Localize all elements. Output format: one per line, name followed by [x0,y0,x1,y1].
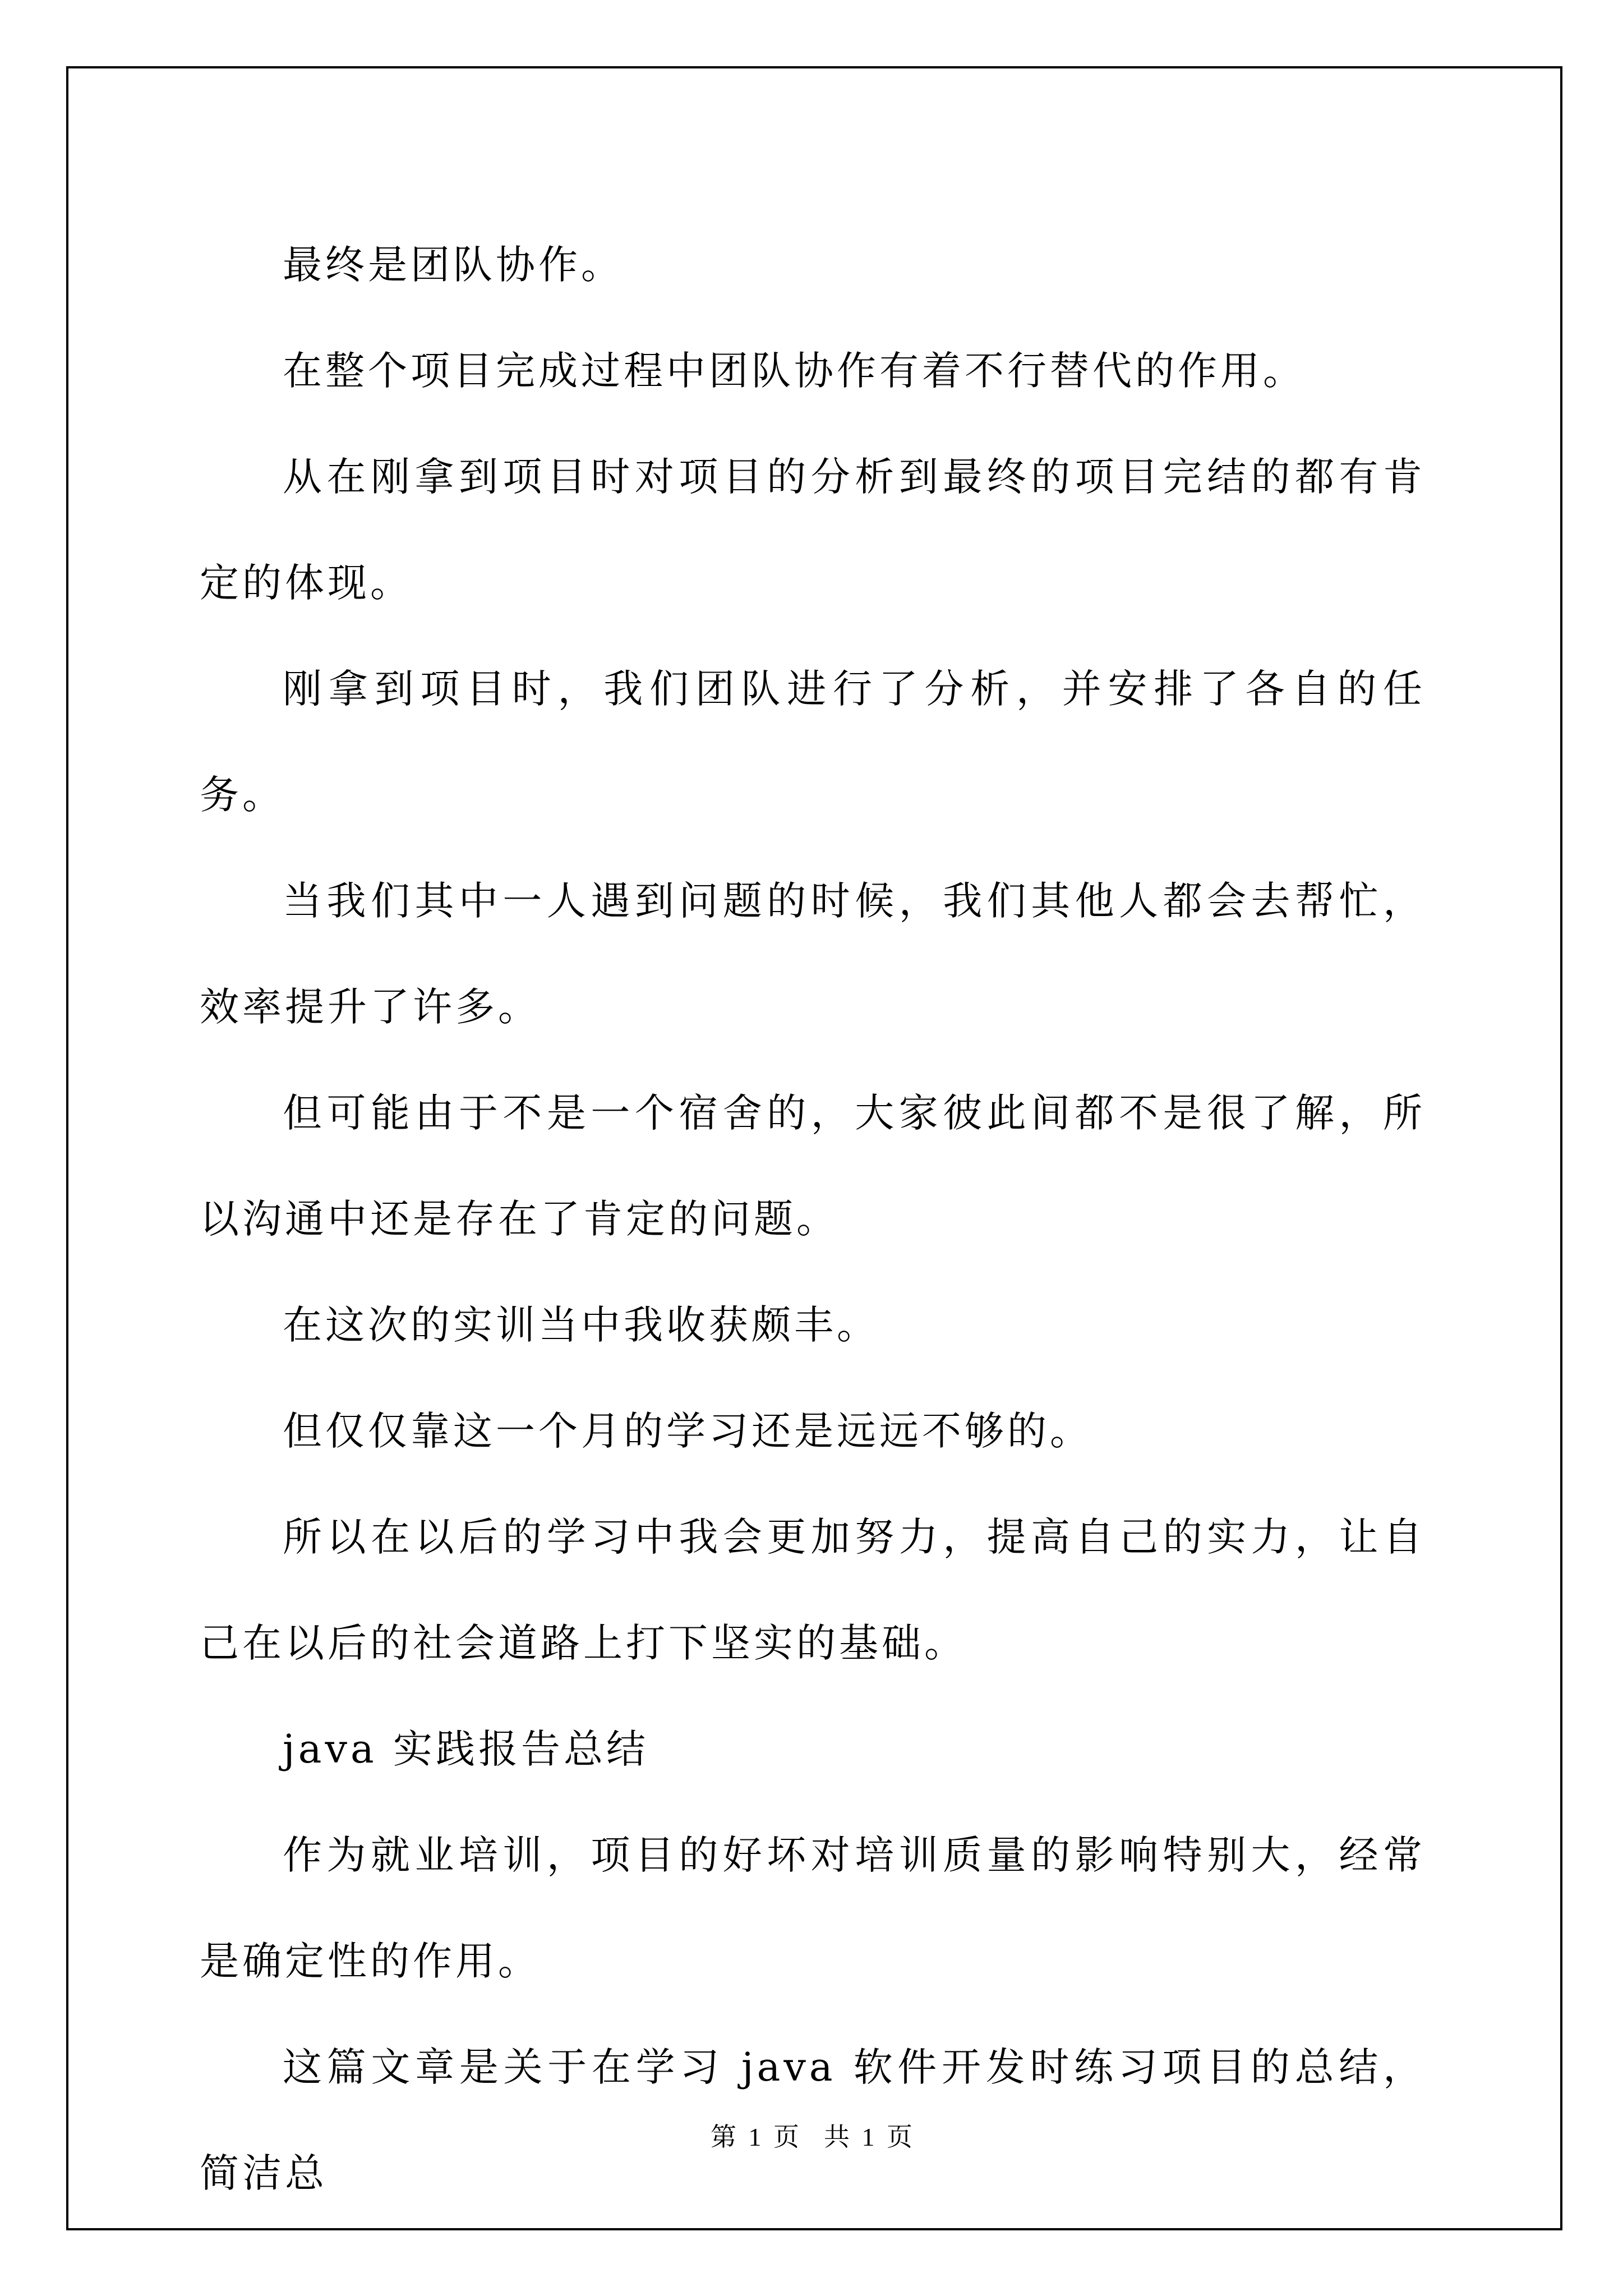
paragraph: 这篇文章是关于在学习 java 软件开发时练习项目的总结，简洁总 [200,2044,1426,2196]
paragraph: 但仅仅靠这一个月的学习还是远远不够的。 [283,1408,1092,1454]
paragraph: 当我们其中一人遇到问题的时候，我们其他人都会去帮忙，效率提升了许多。 [200,878,1426,1030]
paragraph: 在整个项目完成过程中团队协作有着不行替代的作用。 [283,348,1306,394]
page-total: 共 1 页 [824,2123,912,2151]
paragraph: 但可能由于不是一个宿舍的，大家彼此间都不是很了解，所以沟通中还是存在了肯定的问题。 [200,1090,1426,1242]
section-heading: java 实践报告总结 [283,1726,649,1772]
paragraph: 最终是团队协作。 [283,242,624,288]
paragraph: 作为就业培训，项目的好坏对培训质量的影响特别大，经常是确定性的作用。 [200,1832,1426,1984]
paragraph: 刚拿到项目时，我们团队进行了分析，并安排了各自的任务。 [200,666,1426,818]
paragraph: 所以在以后的学习中我会更加努力，提高自己的实力，让自己在以后的社会道路上打下坚实的基础。 [200,1514,1426,1666]
paragraph: 在这次的实训当中我收获颇丰。 [283,1302,879,1348]
document-body [200,212,1426,2226]
paragraph: 从在刚拿到项目时对项目的分析到最终的项目完结的都有肯定的体现。 [200,454,1426,606]
page-footer [0,2120,1623,2154]
page-number: 第 1 页 [711,2123,799,2151]
